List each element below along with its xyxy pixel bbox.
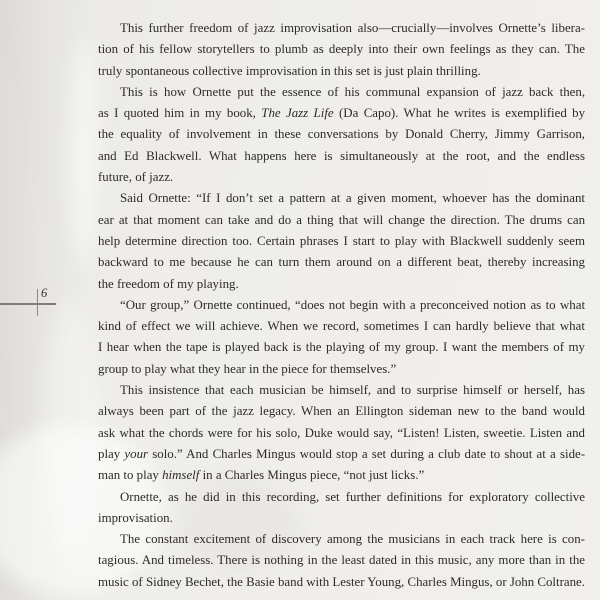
text-line: I hear when the tape is played back is the playing of my group. I want the members of my [98, 340, 585, 355]
text-line: Said Ornette: “If I don’t set a pattern at a given moment, whoever has the dominant [120, 191, 585, 206]
text-line: This further freedom of jazz improvisation also—crucially—involves Ornette’s libera- [120, 21, 585, 35]
text-line: and Ed Blackwell. What happens here is simultaneously at the root, and the endless [98, 148, 585, 163]
text-line: tagious. And timeless. There is nothing in the least dated in this music, any more than in the [98, 553, 585, 568]
paragraph [98, 295, 585, 380]
text-line: man to play himself in a Charles Mingus piece, “not just licks.” [98, 468, 425, 483]
text-line: This insistence that each musician be himself, and to surprise himself or herself, has [120, 383, 585, 398]
text-line: play your solo.” And Charles Mingus would stop a set during a club date to shout at a side- [98, 446, 586, 461]
margin-rule [0, 303, 56, 305]
text-line: tion of his fellow storytellers to plumb as deeply into their own feelings as they can. The [98, 42, 585, 57]
paragraph [98, 18, 585, 82]
paragraph [98, 529, 585, 593]
text-line: This is how Ornette put the essence of his communal expansion of jazz back then, [120, 84, 586, 99]
text-line: improvisation. [98, 510, 173, 525]
paragraph [98, 82, 585, 188]
text-line: as I quoted him in my book, The Jazz Life (Da Capo). What he writes is exemplified by [98, 106, 586, 121]
text-line: group to play what they hear in the piece for themselves.” [98, 361, 397, 376]
text-line: ask what the chords were for his solo, Duke would say, “Listen! Listen, sweetie. Listen and [98, 425, 585, 440]
text-line: always been part of the jazz legacy. When an Ellington sideman new to the band would [98, 404, 586, 419]
text-line: truly spontaneous collective improvisation in this set is just plain thrilling. [98, 63, 481, 78]
scan-ghosting [42, 300, 102, 560]
paragraph [98, 188, 585, 294]
text-line: the freedom of my playing. [98, 276, 239, 291]
text-line: ear at that moment can take and do a thing that will change the direction. The drums can [98, 212, 586, 227]
text-line: music of Sidney Bechet, the Basie band with Lester Young, Charles Mingus, or John Coltrane. [98, 574, 585, 589]
text-line: future, of jazz. [98, 170, 174, 185]
text-line: Ornette, as he did in this recording, set further definitions for exploratory collective [120, 489, 585, 504]
text-line: “Our group,” Ornette continued, “does not begin with a preconceived notion as to what [120, 297, 586, 312]
text-line: The constant excitement of discovery among the musicians in each track here is con- [120, 532, 585, 547]
page-text [98, 18, 585, 593]
scan-light-band [68, 35, 100, 265]
margin-tick [37, 289, 38, 316]
page-number: 6 [41, 286, 48, 300]
paragraph [98, 380, 585, 486]
text-line: backward to me because he can turn them around on a different beat, thereby increasing [98, 255, 585, 270]
text-line: the equality of involvement in these conversations by Donald Cherry, Jimmy Garrison, [98, 127, 586, 142]
text-line: help determine direction too. Certain phrases I start to play with Blackwell suddenly seem [98, 233, 586, 248]
text-line: kind of effect we will achieve. When we record, sometimes I can hardly believe that what [98, 319, 585, 334]
paragraph [98, 487, 585, 530]
